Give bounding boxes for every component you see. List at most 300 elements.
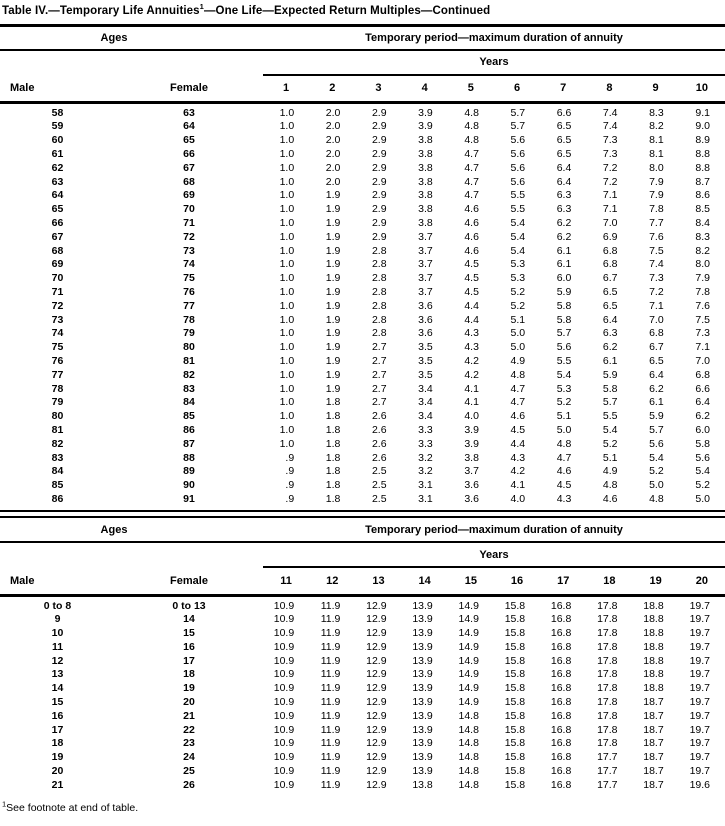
spacer-cell [0, 542, 263, 567]
multiple-value-cell: 16.8 [550, 654, 572, 667]
multiple-value-cell: 18.7 [643, 737, 664, 750]
multiple-value-cell: 4.8 [602, 479, 618, 492]
multiple-value-cell: 4.4 [464, 299, 479, 312]
multiple-value-cell: 6.2 [556, 216, 572, 229]
multiple-value-cell: 4.6 [464, 230, 479, 243]
multiple-value-cell: 4.2 [464, 354, 479, 367]
multiple-value-cell: 5.8 [602, 382, 618, 395]
table-row [0, 341, 725, 355]
female-age-cell: 74 [183, 258, 195, 271]
table-row [0, 244, 725, 258]
year-column-header: 16 [494, 567, 540, 595]
table-body [0, 595, 725, 792]
table-row [0, 230, 725, 244]
multiple-value-cell: 3.4 [418, 382, 433, 395]
multiple-value-cell: 5.8 [556, 313, 572, 326]
male-age-cell: 9 [54, 613, 61, 626]
multiple-value-cell: 6.8 [602, 258, 618, 271]
multiple-value-cell: 3.7 [418, 285, 433, 298]
multiple-value-cell: .9 [285, 479, 295, 492]
multiple-value-cell: 1.0 [279, 437, 295, 450]
multiple-value-cell: 4.8 [510, 368, 526, 381]
table-row [0, 765, 725, 779]
multiple-value-cell: 1.9 [325, 382, 341, 395]
female-age-cell: 72 [183, 230, 195, 243]
male-age-cell: 63 [51, 175, 64, 188]
multiple-value-cell: 7.9 [649, 189, 664, 202]
female-age-cell: 83 [183, 382, 195, 395]
multiple-value-cell: 2.8 [371, 313, 387, 326]
multiple-value-cell: 3.7 [464, 465, 479, 478]
male-age-cell: 77 [51, 368, 64, 381]
multiple-value-cell: 19.7 [689, 627, 710, 639]
male-age-cell: 75 [51, 341, 64, 354]
multiple-value-cell: 2.9 [371, 203, 387, 216]
table-row [0, 120, 725, 134]
table-title-suffix: —One Life—Expected Return Multiples—Continued [203, 5, 491, 17]
multiple-value-cell: 5.3 [510, 272, 526, 285]
multiple-value-cell: 7.1 [602, 189, 618, 202]
footnote-marker: 1 [2, 799, 7, 809]
male-age-cell: 20 [51, 764, 64, 777]
male-age-cell: 76 [51, 354, 64, 367]
multiple-value-cell: 16.8 [550, 627, 572, 639]
table-row [0, 396, 725, 410]
multiple-value-cell: 4.3 [510, 451, 526, 464]
multiple-value-cell: 5.0 [649, 479, 664, 492]
multiple-value-cell: 1.0 [279, 175, 295, 188]
multiple-value-cell: 2.9 [371, 189, 387, 202]
multiple-value-cell: 11.9 [320, 737, 341, 750]
multiple-value-cell: 4.7 [464, 147, 479, 160]
multiple-value-cell: 16.8 [550, 695, 572, 708]
multiple-value-cell: 18.8 [643, 627, 664, 639]
multiple-value-cell: 6.8 [602, 244, 618, 257]
multiple-value-cell: 15.8 [504, 640, 526, 653]
multiple-value-cell: 10.9 [273, 668, 295, 681]
multiple-value-cell: 2.7 [371, 368, 387, 381]
multiple-value-cell: 1.0 [279, 368, 295, 381]
multiple-value-cell: 1.8 [325, 451, 341, 464]
female-age-cell: 20 [183, 695, 195, 708]
multiple-value-cell: 2.9 [371, 120, 387, 133]
female-age-cell: 91 [183, 492, 195, 505]
multiple-value-cell: 4.8 [649, 492, 664, 505]
female-age-cell: 82 [183, 368, 195, 381]
multiple-value-cell: 14.9 [458, 599, 479, 612]
multiple-value-cell: 2.9 [371, 161, 387, 174]
multiple-value-cell: 3.8 [418, 216, 433, 229]
female-age-cell: 78 [183, 313, 195, 326]
multiple-value-cell: 7.0 [649, 313, 664, 326]
multiple-value-cell: 15.8 [504, 613, 526, 626]
multiple-value-cell: 7.4 [649, 258, 664, 271]
multiple-value-cell: 17.8 [597, 627, 618, 639]
multiple-value-cell: 2.6 [371, 423, 387, 436]
years-label: Years [263, 50, 725, 75]
multiple-value-cell: 5.6 [510, 175, 526, 188]
multiple-value-cell: 11.9 [320, 709, 341, 722]
multiple-value-cell: 4.4 [510, 437, 526, 450]
female-age-cell: 85 [183, 410, 195, 423]
multiple-value-cell: 7.3 [602, 147, 618, 160]
multiple-value-cell: 2.9 [371, 230, 387, 243]
multiple-value-cell: 2.8 [371, 285, 387, 298]
table-row [0, 751, 725, 765]
multiple-value-cell: 7.4 [602, 107, 618, 119]
multiple-value-cell: 16.8 [550, 682, 572, 695]
multiple-value-cell: 1.0 [279, 189, 295, 202]
multiple-value-cell: 5.5 [510, 203, 526, 216]
multiple-value-cell: 1.0 [279, 299, 295, 312]
multiple-value-cell: 5.2 [510, 285, 526, 298]
year-column-header: 5 [448, 75, 494, 103]
multiple-value-cell: 1.9 [325, 368, 341, 381]
multiple-value-cell: 5.6 [695, 451, 710, 464]
female-age-cell: 75 [183, 272, 195, 285]
year-column-header: 17 [540, 567, 586, 595]
male-age-cell: 67 [51, 230, 64, 243]
multiple-value-cell: 11.9 [320, 723, 341, 736]
multiple-value-cell: 4.1 [464, 382, 479, 395]
female-age-cell: 68 [183, 175, 195, 188]
female-age-cell: 22 [183, 723, 195, 736]
year-column-header: 3 [355, 75, 401, 103]
multiple-value-cell: 3.6 [464, 479, 479, 492]
year-column-header: 20 [679, 567, 725, 595]
multiple-value-cell: 2.0 [325, 120, 341, 133]
multiple-value-cell: 1.0 [279, 147, 295, 160]
multiple-value-cell: 1.9 [325, 189, 341, 202]
female-age-cell: 26 [183, 778, 195, 791]
multiple-value-cell: 1.0 [279, 341, 295, 354]
male-age-cell: 82 [51, 437, 64, 450]
multiple-value-cell: 7.7 [649, 216, 664, 229]
table-row [0, 258, 725, 272]
multiple-value-cell: 5.8 [556, 299, 572, 312]
multiple-value-cell: 13.9 [412, 654, 433, 667]
male-age-cell: 69 [51, 258, 64, 271]
multiple-value-cell: 14.8 [458, 737, 479, 750]
multiple-value-cell: 1.9 [325, 203, 341, 216]
male-age-cell: 14 [51, 682, 64, 695]
multiple-value-cell: 5.6 [649, 437, 664, 450]
multiple-value-cell: 10.9 [273, 778, 295, 791]
multiple-value-cell: 17.8 [597, 613, 618, 626]
multiple-value-cell: 11.9 [320, 682, 341, 695]
multiple-value-cell: 8.9 [695, 134, 710, 147]
table-row [0, 327, 725, 341]
multiple-value-cell: 4.6 [556, 465, 572, 478]
table-row [0, 410, 725, 424]
multiple-value-cell: 1.0 [279, 216, 295, 229]
year-column-header: 4 [402, 75, 448, 103]
multiple-value-cell: 1.9 [325, 354, 341, 367]
multiple-value-cell: 14.8 [458, 764, 479, 777]
male-age-cell: 10 [51, 627, 64, 639]
multiple-value-cell: 5.3 [510, 258, 526, 271]
multiple-value-cell: 1.9 [325, 285, 341, 298]
table-row [0, 737, 725, 751]
multiple-value-cell: 2.7 [371, 341, 387, 354]
table-row [0, 654, 725, 668]
multiple-value-cell: 5.6 [510, 134, 526, 147]
multiple-value-cell: 3.7 [418, 258, 433, 271]
multiple-value-cell: 14.9 [458, 695, 479, 708]
multiple-value-cell: 11.9 [320, 599, 341, 612]
multiple-value-cell: 3.8 [418, 175, 433, 188]
multiple-value-cell: .9 [285, 451, 295, 464]
multiple-value-cell: 13.9 [412, 640, 433, 653]
female-age-cell: 88 [183, 451, 195, 464]
male-age-cell: 68 [51, 244, 64, 257]
female-age-cell: 16 [183, 640, 195, 653]
female-age-cell: 18 [183, 668, 195, 681]
multiple-value-cell: 6.7 [602, 272, 618, 285]
male-age-cell: 60 [51, 134, 64, 147]
multiple-value-cell: 1.8 [325, 437, 341, 450]
multiple-value-cell: 6.0 [556, 272, 572, 285]
table-row [0, 682, 725, 696]
multiple-value-cell: 4.5 [464, 285, 479, 298]
year-column-header: 15 [448, 567, 494, 595]
multiple-value-cell: 2.8 [371, 244, 387, 257]
multiple-value-cell: 14.9 [458, 668, 479, 681]
male-age-cell: 58 [51, 107, 64, 119]
multiple-value-cell: 1.9 [325, 341, 341, 354]
multiple-value-cell: 1.8 [325, 410, 341, 423]
multiple-value-cell: 17.8 [597, 640, 618, 653]
multiple-value-cell: 1.0 [279, 285, 295, 298]
multiple-value-cell: 19.7 [689, 654, 710, 667]
multiple-value-cell: 15.8 [504, 695, 526, 708]
year-column-header: 12 [309, 567, 355, 595]
multiple-value-cell: 16.8 [550, 764, 572, 777]
male-column-header: Male [0, 75, 115, 103]
multiple-value-cell: 6.4 [649, 368, 664, 381]
male-age-cell: 74 [51, 327, 64, 340]
multiple-value-cell: 19.7 [689, 751, 710, 764]
table-row [0, 437, 725, 451]
multiple-value-cell: 5.1 [510, 313, 526, 326]
table-row [0, 161, 725, 175]
multiple-value-cell: 10.9 [273, 613, 295, 626]
multiple-value-cell: 4.9 [510, 354, 526, 367]
multiple-value-cell: 3.8 [464, 451, 479, 464]
multiple-value-cell: 2.9 [371, 216, 387, 229]
multiple-value-cell: 4.0 [464, 410, 479, 423]
female-age-cell: 19 [183, 682, 195, 695]
multiple-value-cell: 19.7 [689, 599, 710, 612]
table-row [0, 640, 725, 654]
male-age-cell: 70 [51, 272, 64, 285]
multiple-value-cell: 18.8 [643, 599, 664, 612]
multiple-value-cell: 6.0 [695, 423, 710, 436]
multiple-value-cell: 1.8 [325, 423, 341, 436]
multiple-value-cell: 3.6 [464, 492, 479, 505]
multiple-value-cell: 7.9 [695, 272, 710, 285]
multiple-value-cell: 8.1 [649, 134, 664, 147]
multiple-value-cell: 3.1 [418, 479, 433, 492]
multiple-value-cell: 8.4 [695, 216, 710, 229]
multiple-value-cell: 2.7 [371, 354, 387, 367]
multiple-value-cell: 3.9 [418, 107, 433, 119]
multiple-value-cell: 1.0 [279, 423, 295, 436]
multiple-value-cell: 17.8 [597, 709, 618, 722]
multiple-value-cell: 7.4 [602, 120, 618, 133]
multiple-value-cell: 4.8 [464, 120, 479, 133]
male-age-cell: 21 [51, 778, 64, 791]
multiple-value-cell: 2.5 [371, 465, 387, 478]
multiple-value-cell: 4.7 [464, 189, 479, 202]
table-row [0, 465, 725, 479]
multiple-value-cell: 3.7 [418, 272, 433, 285]
multiple-value-cell: 11.9 [320, 695, 341, 708]
multiple-value-cell: 16.8 [550, 613, 572, 626]
male-age-cell: 79 [51, 396, 64, 409]
multiple-value-cell: 2.5 [371, 492, 387, 505]
multiple-value-cell: 18.8 [643, 613, 664, 626]
multiple-value-cell: 3.8 [418, 203, 433, 216]
multiple-value-cell: 16.8 [550, 723, 572, 736]
multiple-value-cell: 17.8 [597, 682, 618, 695]
multiple-value-cell: 3.8 [418, 134, 433, 147]
multiple-value-cell: .9 [285, 492, 295, 505]
multiple-value-cell: 1.0 [279, 313, 295, 326]
table-row [0, 595, 725, 613]
male-age-cell: 59 [51, 120, 64, 133]
table-row [0, 627, 725, 641]
multiple-value-cell: 12.9 [366, 723, 387, 736]
multiple-value-cell: 5.2 [695, 479, 710, 492]
female-age-cell: 69 [183, 189, 195, 202]
table-row [0, 424, 725, 438]
male-age-cell: 72 [51, 299, 64, 312]
multiple-value-cell: 18.8 [643, 682, 664, 695]
ages-group-header: Ages [0, 518, 263, 542]
female-age-cell: 17 [183, 654, 195, 667]
multiple-value-cell: 15.8 [504, 709, 526, 722]
female-column-header: Female [115, 567, 263, 595]
year-column-header: 18 [586, 567, 632, 595]
multiple-value-cell: 4.3 [556, 492, 572, 505]
multiple-value-cell: 19.7 [689, 737, 710, 750]
multiple-value-cell: 2.9 [371, 175, 387, 188]
table-row [0, 479, 725, 493]
multiple-value-cell: 11.9 [320, 627, 341, 639]
multiple-value-cell: 15.8 [504, 751, 526, 764]
multiple-value-cell: 1.8 [325, 492, 341, 505]
multiple-value-cell: 6.4 [556, 175, 572, 188]
multiple-value-cell: 15.8 [504, 737, 526, 750]
female-age-cell: 14 [183, 613, 195, 626]
multiple-value-cell: 5.0 [510, 341, 526, 354]
multiple-value-cell: 1.0 [279, 354, 295, 367]
multiple-value-cell: 10.9 [273, 627, 295, 639]
multiple-value-cell: 5.9 [556, 285, 572, 298]
multiple-value-cell: 1.9 [325, 230, 341, 243]
table-row [0, 668, 725, 682]
multiple-value-cell: 1.0 [279, 230, 295, 243]
multiple-value-cell: 6.5 [602, 299, 618, 312]
multiple-value-cell: 10.9 [273, 723, 295, 736]
female-age-cell: 79 [183, 327, 195, 340]
multiple-value-cell: 1.0 [279, 272, 295, 285]
year-column-header: 2 [309, 75, 355, 103]
multiple-value-cell: 19.7 [689, 640, 710, 653]
multiple-value-cell: 3.4 [418, 410, 433, 423]
multiple-value-cell: 4.6 [464, 244, 479, 257]
multiple-value-cell: 8.2 [695, 244, 710, 257]
multiple-value-cell: 8.8 [695, 147, 710, 160]
multiple-value-cell: 4.6 [602, 492, 618, 505]
multiple-value-cell: 1.0 [279, 382, 295, 395]
multiple-value-cell: 2.0 [325, 107, 341, 119]
multiple-value-cell: 6.5 [602, 285, 618, 298]
multiple-value-cell: 7.3 [695, 327, 710, 340]
multiple-value-cell: 16.8 [550, 778, 572, 791]
multiple-value-cell: 19.7 [689, 723, 710, 736]
multiple-value-cell: 7.3 [602, 134, 618, 147]
multiple-value-cell: 5.4 [510, 244, 526, 257]
multiple-value-cell: 6.1 [556, 244, 572, 257]
male-age-cell: 16 [51, 709, 64, 722]
multiple-value-cell: 8.3 [649, 107, 664, 119]
multiple-value-cell: 18.7 [643, 751, 664, 764]
multiple-value-cell: 4.1 [510, 479, 526, 492]
male-age-cell: 62 [51, 161, 64, 174]
multiple-value-cell: 2.0 [325, 161, 341, 174]
multiple-value-cell: 18.7 [643, 778, 664, 791]
multiple-value-cell: 12.9 [366, 599, 387, 612]
multiple-value-cell: 4.6 [464, 203, 479, 216]
multiple-value-cell: 2.9 [371, 134, 387, 147]
multiple-value-cell: 19.7 [689, 695, 710, 708]
group-header-row [0, 26, 725, 50]
multiple-value-cell: 6.5 [556, 134, 572, 147]
multiple-value-cell: 6.3 [556, 189, 572, 202]
multiple-value-cell: 1.9 [325, 299, 341, 312]
multiple-value-cell: 2.6 [371, 437, 387, 450]
multiple-value-cell: 1.0 [279, 258, 295, 271]
male-age-cell: 73 [51, 313, 64, 326]
multiple-value-cell: 13.9 [412, 764, 433, 777]
female-age-cell: 89 [183, 465, 195, 478]
multiple-value-cell: 1.9 [325, 313, 341, 326]
year-column-header: 1 [263, 75, 309, 103]
female-age-cell: 81 [183, 354, 195, 367]
multiple-value-cell: 7.6 [649, 230, 664, 243]
multiple-value-cell: 3.8 [418, 161, 433, 174]
table-row [0, 175, 725, 189]
multiple-value-cell: 3.5 [418, 368, 433, 381]
multiple-value-cell: 12.9 [366, 668, 387, 681]
multiple-value-cell: 8.0 [649, 161, 664, 174]
year-column-header: 8 [586, 75, 632, 103]
female-age-cell: 70 [183, 203, 195, 216]
female-age-cell: 73 [183, 244, 195, 257]
multiple-value-cell: 12.9 [366, 695, 387, 708]
female-age-cell: 65 [183, 134, 195, 147]
multiple-value-cell: 4.3 [464, 341, 479, 354]
male-age-cell: 18 [51, 737, 64, 750]
table-title [0, 0, 725, 19]
year-column-header: 19 [633, 567, 679, 595]
multiple-value-cell: 6.3 [556, 203, 572, 216]
female-age-cell: 15 [183, 627, 195, 639]
multiple-value-cell: 12.9 [366, 682, 387, 695]
multiple-value-cell: 2.9 [371, 147, 387, 160]
